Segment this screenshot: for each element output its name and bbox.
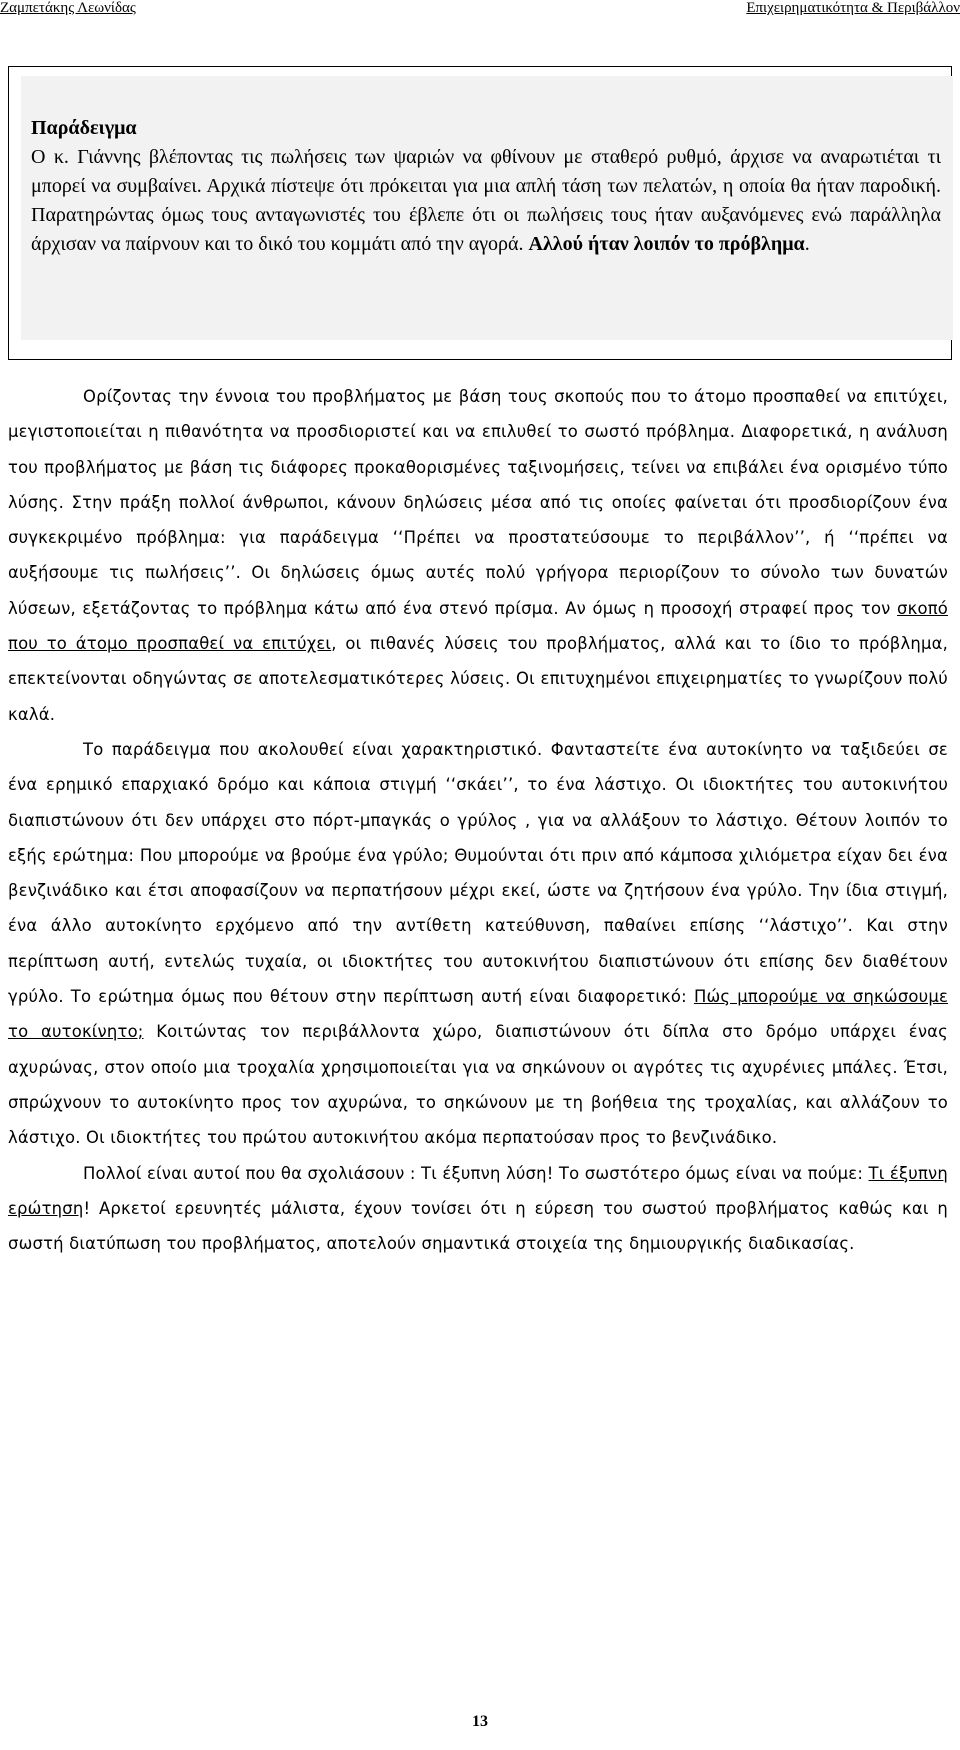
- example-bold-conclusion: Αλλού ήταν λοιπόν το πρόβλημα: [528, 233, 805, 255]
- paragraph-1: [8, 379, 948, 732]
- paragraph-3-text-a: Πολλοί είναι αυτοί που θα σχολιάσουν : Τι έξυπνη λύση! Το σωστότερο όμως είναι να πούμε:: [83, 1163, 869, 1183]
- main-text: [8, 379, 948, 1261]
- paragraph-2-underlined: Πώς μπορούμε να σηκώσουμε το αυτοκίνητο;: [8, 987, 949, 1042]
- example-title: Παράδειγμα: [31, 117, 137, 139]
- example-end: .: [804, 233, 810, 255]
- header-course-title: Επιχειρηματικότητα & Περιβάλλον: [746, 0, 960, 16]
- example-box-content: [21, 76, 953, 340]
- example-box: [8, 66, 952, 360]
- paragraph-2-text-a: Το παράδειγμα που ακολουθεί είναι χαρακτηριστικό. Φανταστείτε ένα αυτοκίνητο να ταξιδεύει σε ένα ερημικό επαρχιακό δρόμο και κάποια στιγμή ‘‘σκάει’’, το ένα λάστιχο. Οι ιδιοκτήτες του αυτοκινήτου διαπιστώνουν ότι δεν υπάρχει στο πόρτ-μπαγκάς ο γρύλος , για να αλλάξουν το λάστιχο. Θέτουν λοιπόν το εξής ερώτημα: Που μπορούμε να βρούμε ένα γρύλο; Θυμούνται ότι πριν από κάμποσα χιλιόμετρα είχαν δει ένα βενζινάδικο και έτσι αποφασίζουν να περπατήσουν μέχρι εκεί, ώστε να ζητήσουν ένα γρύλο. Την ίδια στιγμή, ένα άλλο αυτοκίνητο ερχόμενο από την αντίθετη κατεύθυνση, παθαίνει επίσης ‘‘λάστιχο’’. Και στην περίπτωση αυτή, εντελώς τυχαία, οι ιδιοκτήτες του αυτοκινήτου διαπιστώνουν ότι επίσης δεν διαθέτουν γρύλο. Το ερώτημα όμως που θέτουν στην περίπτωση αυτή είναι διαφορετικό:: [8, 739, 948, 1007]
- paragraph-2: [8, 732, 948, 1156]
- paragraph-3: [8, 1156, 948, 1262]
- paragraph-1-text-a: Ορίζοντας την έννοια του προβλήματος με βάση τους σκοπούς που το άτομο προσπαθεί να επιτύχει, μεγιστοποιείται η πιθανότητα να προσδιοριστεί και να επιλυθεί το σωστό πρόβλημα. Διαφορετικά, η ανάλυση του προβλήματος με βάση τις διάφορες προκαθορισμένες ταξινομήσεις, τείνει να επιβάλει ένα ορισμένο τύπο λύσης. Στην πράξη πολλοί άνθρωποι, κάνουν δηλώσεις μέσα από τις οποίες φαίνεται ότι προσδιορίζουν ένα συγκεκριμένο πρόβλημα: για παράδειγμα ‘‘Πρέπει να προστατεύσουμε το περιβάλλον’’, ή ‘‘πρέπει να αυξήσουμε τις πωλήσεις’’. Οι δηλώσεις όμως αυτές πολύ γρήγορα περιορίζουν το σύνολο των δυνατών λύσεων, εξετάζοντας το πρόβλημα κάτω από ένα στενό πρίσμα. Αν όμως η προσοχή στραφεί προς τον: [8, 387, 948, 618]
- example-text: Ο κ. Γιάννης βλέποντας τις πωλήσεις των ψαριών να φθίνουν με σταθερό ρυθμό, άρχισε να αναρωτιέται τι μπορεί να συμβαίνει. Αρχικά πίστεψε ότι πρόκειται για μια απλή τάση των πελατών, η οποία θα ήταν παροδική. Παρατηρώντας όμως τους ανταγωνιστές του έβλεπε ότι οι πωλήσεις τους ήταν αυξανόμενες ενώ παράλληλα άρχισαν να παίρνουν και το δικό του κομμάτι από την αγορά.: [31, 146, 941, 255]
- paragraph-1-underlined: σκοπό που το άτομο προσπαθεί να επιτύχει: [8, 598, 948, 654]
- paragraph-2-text-b: Κοιτώντας τον περιβάλλοντα χώρο, διαπιστώνουν ότι δίπλα στο δρόμο υπάρχει ένας αχυρώνας, στον οποίο μια τροχαλία χρησιμοποιείται για να σηκώνουν οι αγρότες τις αχυρένιες μπάλες. Έτσι, σπρώχνουν το αυτοκίνητο προς τον αχυρώνα, το σηκώνουν με τη βοήθεια της τροχαλίας, και αλλάζουν το λάστιχο. Οι ιδιοκτήτες του πρώτου αυτοκινήτου ακόμα περπατούσαν προς το βενζινάδικο.: [8, 1022, 949, 1148]
- header-author: Ζαμπετάκης Λεωνίδας: [0, 0, 136, 16]
- page-header: [0, 0, 960, 22]
- paragraph-3-text-b: ! Αρκετοί ερευνητές μάλιστα, έχουν τονίσει ότι η εύρεση του σωστού προβλήματος καθώς και η σωστή διατύπωση του προβλήματος, αποτελούν σημαντικά στοιχεία της δημιουργικής διαδικασίας.: [8, 1198, 948, 1254]
- paragraph-3-underlined: Τι έξυπνη ερώτηση: [8, 1163, 948, 1218]
- paragraph-1-text-b: , οι πιθανές λύσεις του προβλήματος, αλλά και το ίδιο το πρόβλημα, επεκτείνονται οδηγώντας σε αποτελεσματικότερες λύσεις. Οι επιτυχημένοι επιχειρηματίες το γνωρίζουν πολύ καλά.: [8, 634, 948, 724]
- page-number: 13: [472, 1713, 488, 1730]
